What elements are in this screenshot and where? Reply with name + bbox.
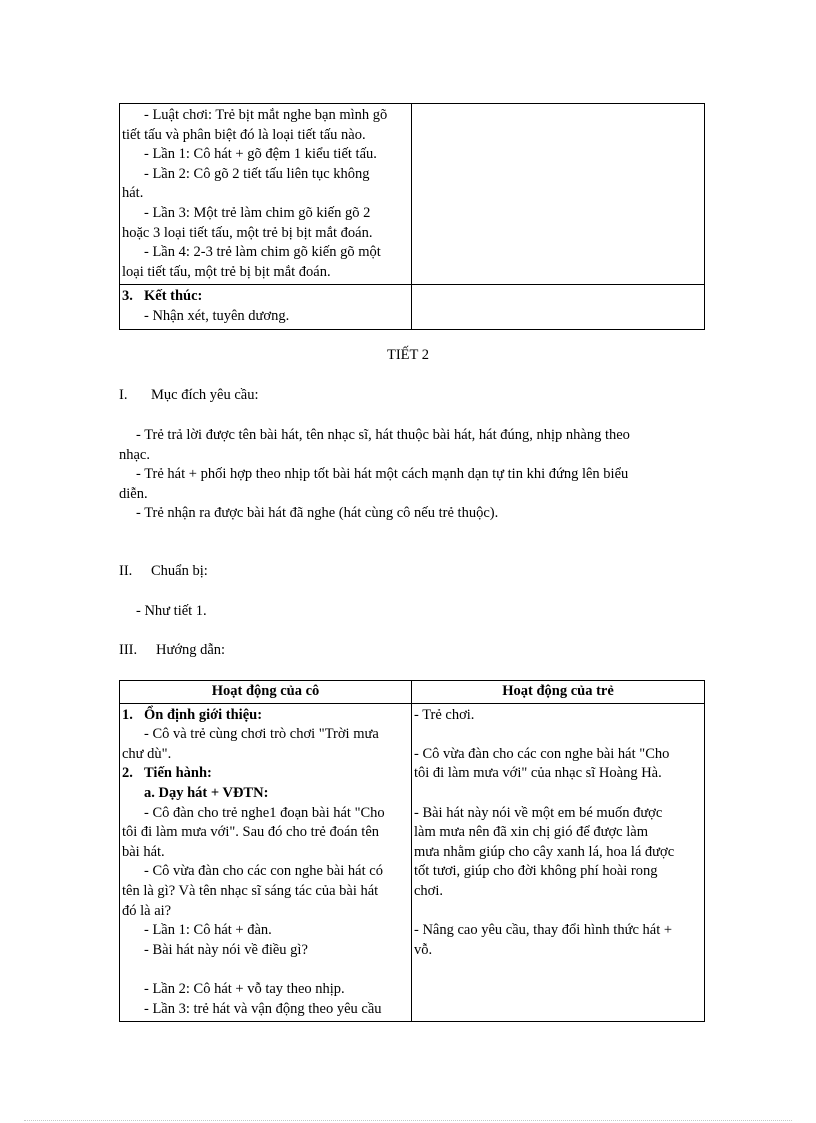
table-cell-child xyxy=(412,285,705,329)
activity-table-continued xyxy=(119,103,705,330)
text-line: đó là ai? xyxy=(122,902,172,919)
text-line: làm mưa nên đã xin chị gió để được làm xyxy=(414,824,648,841)
section-heading-2: II. Chuẩn bị: xyxy=(119,563,208,579)
text-line: hát. xyxy=(122,185,144,202)
text-line: loại tiết tấu, một trẻ bị bịt mắt đoán. xyxy=(122,263,331,280)
text-line: - Cô vừa đàn cho các con nghe bài hát "Cho xyxy=(414,745,670,762)
text-line: - Bài hát này nói về một em bé muốn được xyxy=(414,804,663,821)
text-line: tốt tươi, giúp cho đời không phí hoài rong xyxy=(414,863,658,880)
table-cell-teacher xyxy=(120,285,412,329)
section-2-body: - Như tiết 1. xyxy=(136,603,207,619)
text-line: - Lần 1: Cô hát + gõ đệm 1 kiểu tiết tấu. xyxy=(144,146,377,163)
text-line: nhạc. xyxy=(119,446,150,463)
text-line: tiết tấu và phân biệt đó là loại tiết tấu nào. xyxy=(122,126,366,143)
text-line: - Cô và trẻ cùng chơi trò chơi "Trời mưa xyxy=(144,726,379,743)
text-line: - Nâng cao yêu cầu, thay đổi hình thức hát + xyxy=(414,922,673,939)
text-line: - Trẻ nhận ra được bài hát đã nghe (hát cùng cô nếu trẻ thuộc). xyxy=(136,505,499,522)
lesson-title: TIẾT 2 xyxy=(386,347,429,363)
table-cell-teacher xyxy=(120,104,412,285)
text-line: chơi. xyxy=(414,882,444,899)
subsection-heading: a. Dạy hát + VĐTN: xyxy=(144,784,269,801)
text-line: - Trẻ trả lời được tên bài hát, tên nhạc sĩ, hát thuộc bài hát, hát đúng, nhịp nhàng theo xyxy=(136,427,630,443)
text-line: - Lần 2: Cô gõ 2 tiết tấu liên tục không xyxy=(144,165,370,182)
section-heading: 2. Tiến hành: xyxy=(122,765,212,782)
text-line: - Luật chơi: Trẻ bịt mắt nghe bạn mình gõ xyxy=(144,107,388,123)
text-line: chư dù". xyxy=(122,745,172,762)
section-heading-1: I. Mục đích yêu cầu: xyxy=(119,387,259,403)
text-line: - Lần 4: 2-3 trẻ làm chim gõ kiến gõ một xyxy=(144,244,381,261)
activity-table xyxy=(119,680,705,1022)
table-cell-teacher xyxy=(120,703,412,1022)
table-header-row xyxy=(120,681,705,704)
text-line: - Lần 2: Cô hát + vỗ tay theo nhịp. xyxy=(144,980,345,997)
text-line: - Nhận xét, tuyên dương. xyxy=(144,307,290,324)
section-heading: 3. Kết thúc: xyxy=(122,288,203,305)
text-line: - Trẻ hát + phối hợp theo nhịp tốt bài hát một cách mạnh dạn tự tin khi đứng lên biểu xyxy=(136,466,629,483)
page-bottom-border xyxy=(24,1120,792,1121)
table-row xyxy=(120,285,705,329)
section-heading-3: III. Hướng dẫn: xyxy=(119,642,226,658)
text-line: - Bài hát này nói về điều gì? xyxy=(144,941,308,958)
text-line: - Cô đàn cho trẻ nghe1 đoạn bài hát "Cho xyxy=(144,804,385,821)
column-header-child: Hoạt động của trẻ xyxy=(412,681,705,704)
text-line: diễn. xyxy=(119,485,148,502)
text-line: - Lần 3: Một trẻ làm chim gõ kiến gõ 2 xyxy=(144,204,371,221)
text-line: - Lần 1: Cô hát + đàn. xyxy=(144,922,272,939)
text-line: - Trẻ chơi. xyxy=(414,706,475,723)
text-line: mưa nhằm giúp cho cây xanh lá, hoa lá được xyxy=(414,843,675,860)
section-1-body xyxy=(119,426,682,524)
table-cell-child xyxy=(412,104,705,285)
text-line: vỗ. xyxy=(414,941,433,958)
section-heading: 1. Ổn định giới thiệu: xyxy=(122,706,263,723)
text-line: - Lần 3: trẻ hát và vận động theo yêu cầu xyxy=(144,1000,382,1017)
text-line: tôi đi làm mưa với" của nhạc sĩ Hoàng Hà. xyxy=(414,765,662,782)
text-line: tôi đi làm mưa với". Sau đó cho trẻ đoán tên xyxy=(122,824,380,841)
text-line: bài hát. xyxy=(122,843,165,860)
text-line: hoặc 3 loại tiết tấu, một trẻ bị bịt mắt đoán. xyxy=(122,224,373,241)
table-row xyxy=(120,104,705,285)
text-line: - Cô vừa đàn cho các con nghe bài hát có xyxy=(144,863,383,880)
table-cell-child xyxy=(412,703,705,1022)
column-header-teacher: Hoạt động của cô xyxy=(120,681,412,704)
table-row xyxy=(120,703,705,1022)
text-line: tên là gì? Và tên nhạc sĩ sáng tác của bài hát xyxy=(122,882,379,899)
